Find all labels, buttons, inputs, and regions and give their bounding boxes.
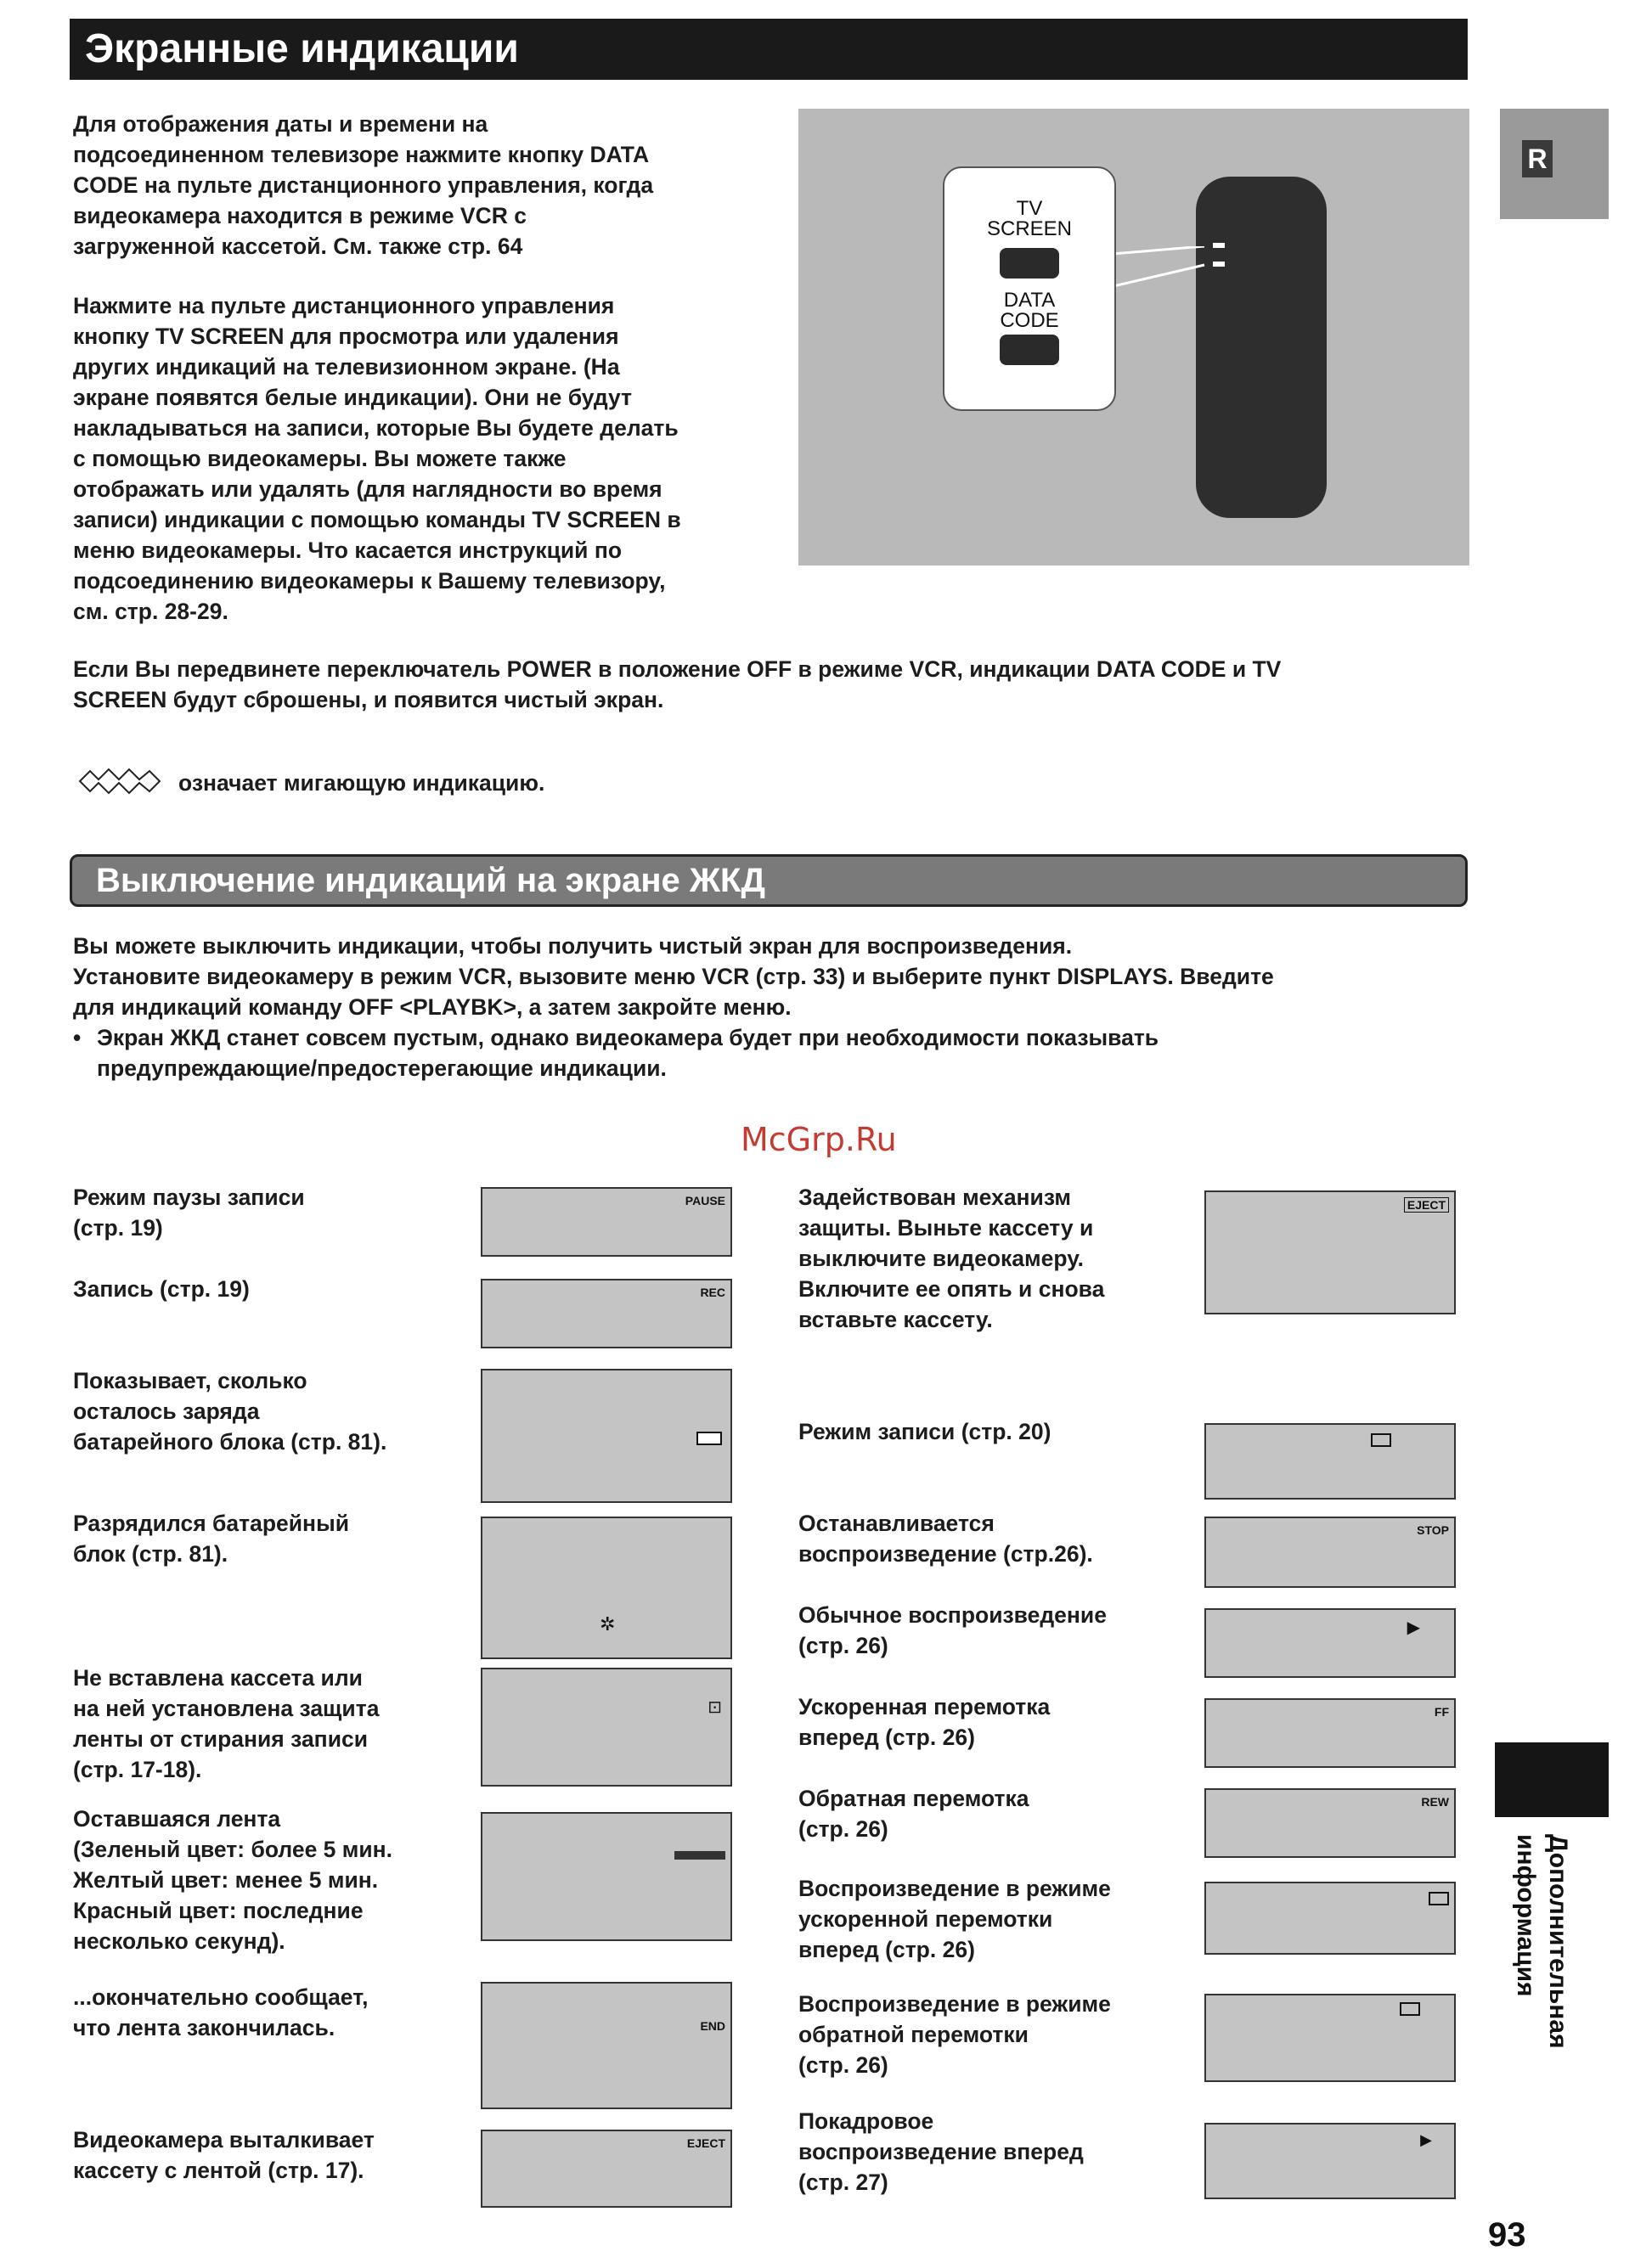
page-title: Экранные индикации — [70, 19, 1468, 80]
frame-advance-icon: ▶ — [1420, 2131, 1432, 2148]
lcd-tag: REC — [700, 1286, 725, 1299]
data-code-button — [1000, 335, 1059, 365]
language-tab — [1500, 109, 1609, 219]
left-item-text: Показывает, сколько осталось заряда батарейного блока (стр. 81). — [73, 1368, 387, 1455]
right-item-text: Задействован механизм защиты. Выньте кассету и выключите видеокамеру. Включите ее опять и снова вставьте кассету. — [798, 1185, 1105, 1332]
lcd-tag: END — [700, 2019, 725, 2033]
left-item-text: Запись (стр. 19) — [73, 1276, 250, 1302]
lcd-display — [1204, 1517, 1456, 1588]
side-tab-block — [1495, 1742, 1609, 1817]
cassette-blink-icon: ⊡ — [708, 1698, 722, 1717]
lcd-display — [1204, 1788, 1456, 1858]
lcd-tag: EJECT — [686, 2136, 725, 2150]
lcd-display — [1204, 1994, 1456, 2082]
left-item-text: Не вставлена кассета или на ней установлена защита ленты от стирания записи (стр. 17-18). — [73, 1665, 380, 1782]
intro-paragraph-2: Нажмите на пульте дистанционного управления кнопку TV SCREEN для просмотра или удаления других индикаций на телевизионном экране. (На экране появятся белые индикации). Они не будут накладываться на записи, которые Вы будете делать с помощью видеокамеры. Вы можете также отображать или удалять (для наглядности во время записи) индикации с помощью команды TV SCREEN в меню видеокамеры. Что касается инструкций по подсоединению видеокамеры к Вашему телевизору, см. стр. 28-29. — [73, 293, 681, 624]
tv-screen-button — [1000, 248, 1059, 279]
right-item-text: Воспроизведение в режиме обратной перемотки (стр. 26) — [798, 1991, 1111, 2078]
lcd-display — [481, 1187, 732, 1257]
right-item-text: Покадровое воспроизведение вперед (стр. 27) — [798, 2108, 1084, 2195]
side-label — [1512, 1834, 1572, 2123]
right-item-text: Обратная перемотка (стр. 26) — [798, 1786, 1029, 1842]
battery-blink-icon: ✲ — [600, 1613, 616, 1635]
intro-paragraph-1: Для отображения даты и времени на подсоединенном телевизоре нажмите кнопку DATA CODE на пульте дистанционного управления, когда видеокамера находится в режиме VCR с загруженной кассетой. См. также стр. 64 — [73, 111, 654, 259]
right-item-text: Воспроизведение в режиме ускоренной перемотки вперед (стр. 26) — [798, 1876, 1111, 1962]
left-item-text: Видеокамера выталкивает кассету с лентой (стр. 17). — [73, 2127, 375, 2183]
left-item-text: Разрядился батарейный блок (стр. 81). — [73, 1511, 349, 1567]
lcd-tag: PAUSE — [685, 1194, 725, 1207]
blink-icon — [73, 764, 166, 798]
callout-pointer-icon — [1102, 246, 1213, 297]
bullet-mark: • — [73, 1025, 82, 1050]
lcd-display — [1204, 2123, 1456, 2199]
intro-paragraph-3: Если Вы передвинете переключатель POWER в положение OFF в режиме VCR, индикации DATA CODE и TV SCREEN будут сброшены, и появится чистый экран. — [73, 656, 1282, 712]
battery-icon — [696, 1432, 722, 1445]
lcd-display — [481, 1668, 732, 1787]
tape-remaining-icon — [674, 1851, 725, 1860]
lcd-tag: FF — [1434, 1705, 1449, 1719]
left-item-text: ...окончательно сообщает, что лента закончилась. — [73, 1984, 369, 2040]
tv-screen-label: TV SCREEN — [986, 197, 1073, 240]
lcd-display — [1204, 1608, 1456, 1678]
left-item-text: Оставшаяся лента (Зеленый цвет: более 5 мин. Желтый цвет: менее 5 мин. Красный цвет: последние несколько секунд). — [73, 1806, 393, 1954]
lcd-tag: STOP — [1417, 1523, 1449, 1537]
right-item-text: Обычное воспроизведение (стр. 26) — [798, 1602, 1107, 1658]
lcd-display — [481, 1517, 732, 1659]
record-mode-icon — [1371, 1433, 1391, 1447]
lcd-display — [1204, 1882, 1456, 1955]
remote-callout — [943, 166, 1116, 411]
page-number: 93 — [1488, 2216, 1526, 2254]
lcd-display — [481, 1812, 732, 1941]
remote-illustration — [798, 109, 1469, 566]
lcd-tag: REW — [1421, 1795, 1449, 1809]
lcd-display — [1204, 1190, 1456, 1314]
right-item-text: Останавливается воспроизведение (стр.26). — [798, 1511, 1093, 1567]
section-line-1: Вы можете выключить индикации, чтобы получить чистый экран для воспроизведения. — [73, 933, 1073, 959]
section-line-3: для индикаций команду OFF <PLAYBK>, а затем закройте меню. — [73, 994, 792, 1020]
bullet-text: Экран ЖКД станет совсем пустым, однако видеокамера будет при необходимости показывать предупреждающие/предостерегающие индикации. — [97, 1025, 1159, 1081]
cue-icon — [1429, 1892, 1449, 1905]
lcd-display — [481, 1279, 732, 1348]
watermark: McGrp.Ru — [741, 1121, 897, 1158]
data-code-label: DATA CODE — [1000, 289, 1059, 332]
remote-control-image — [1196, 177, 1327, 518]
blink-note: означает мигающую индикацию. — [178, 770, 545, 796]
lcd-display — [481, 1982, 732, 2109]
play-icon: ▶ — [1407, 1618, 1420, 1637]
side-label-line2: информация — [1512, 1834, 1540, 1997]
lcd-display — [1204, 1423, 1456, 1500]
section-line-2: Установите видеокамеру в режим VCR, вызовите меню VCR (стр. 33) и выберите пункт DISPLAYS. Введите — [73, 964, 1274, 989]
lcd-display — [1204, 1698, 1456, 1768]
language-letter: R — [1522, 140, 1553, 177]
side-label-line1: Дополнительная — [1544, 1834, 1572, 2049]
lcd-display — [481, 1369, 732, 1503]
review-icon — [1400, 2002, 1420, 2016]
left-item-text: Режим паузы записи (стр. 19) — [73, 1185, 305, 1241]
right-item-text: Режим записи (стр. 20) — [798, 1419, 1051, 1444]
right-item-text: Ускоренная перемотка вперед (стр. 26) — [798, 1694, 1051, 1750]
lcd-tag: EJECT — [1404, 1197, 1449, 1213]
lcd-display — [481, 2130, 732, 2208]
section-title: Выключение индикаций на экране ЖКД — [70, 854, 1468, 907]
